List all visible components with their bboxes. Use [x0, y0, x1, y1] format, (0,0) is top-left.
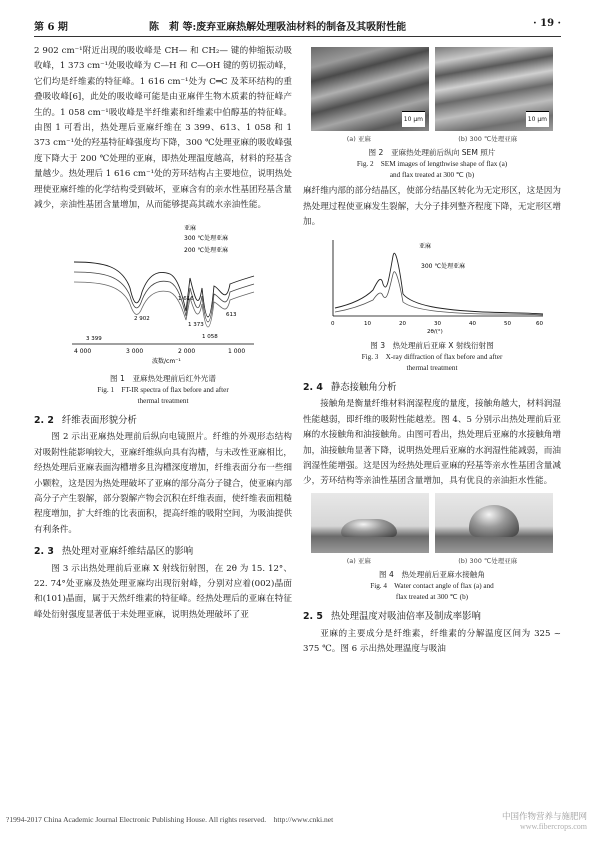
page-header	[34, 14, 561, 37]
section-title: 纤维表面形貌分析	[61, 414, 137, 426]
paragraph-ir-analysis: 2 902 cm⁻¹附近出现的吸收峰是 CH— 和 CH₂— 键的伸缩振动吸收峰，1 373 cm⁻¹处吸收峰为 C—H 和 C—OH 键的剪切振动峰，它们均是纤维素的特征峰。1 616 cm⁻¹处为 C═C 及苯环结构的重叠吸收峰[6]，此处的吸收峰可能是由亚麻伴生物木质素的特征峰产生的。1 058 cm⁻¹吸收峰是半纤维素和纤维素中伯醇基的特征峰。由图 1 可看出，热处理后亚麻纤维在 3 399、613、1 058 和 1 373 cm⁻¹处的羟基特征峰强度均下降，300 ℃处理亚麻的吸收峰强度下降大于 200 ℃处理的亚麻，即热处理温度越高，材料的羟基含量越少。热处理后 1 616 cm⁻¹处的芳环结构占主要地位，说明热处理使亚麻纤维的化学结构受到破坏，亚麻含有的亲水性基团羟基含量减少，亲油性基团含量增加，从而能够提高其疏水亲油性能。	[34, 46, 292, 211]
sem-images	[303, 47, 561, 131]
legend-flax: 亚麻	[419, 242, 432, 250]
peak-label-1058: 1 058	[202, 334, 218, 341]
scale-bar: 10 μm	[402, 111, 425, 127]
figure-3	[303, 234, 561, 374]
section-number: 2. 2	[34, 414, 54, 426]
watermark-url: www.fibercrops.com	[519, 822, 587, 831]
peak-label-2902: 2 902	[134, 316, 150, 323]
section-2-3-heading	[34, 544, 292, 559]
watermark-text: 中国作物营养与施肥网	[501, 812, 587, 822]
ir-curve-flax	[74, 262, 254, 317]
figure-2-caption-en-2: and flax treated at 300 ℃ (b)	[389, 171, 475, 180]
paragraph-temperature-effect: 亚麻的主要成分是纤维素，纤维素的分解温度区间为 325 ~ 375 ℃。图 6 示出热处理温度与吸油	[303, 628, 561, 655]
figure-2-sublabels	[303, 132, 561, 147]
figure-4-sublabels	[303, 554, 561, 569]
tick-40: 40	[469, 320, 476, 327]
left-column	[34, 44, 292, 623]
peak-label-1373: 1 373	[188, 322, 204, 329]
peak-label-613: 613	[226, 312, 237, 319]
section-2-2-heading	[34, 413, 292, 428]
page-footer	[6, 812, 587, 831]
figure-4-caption-en: Fig. 4 Water contact angle of flax (a) and	[370, 582, 494, 591]
sublabel-a: (a) 亚麻	[346, 556, 371, 565]
scale-bar: 10 μm	[526, 111, 549, 127]
figure-4	[303, 493, 561, 603]
figure-2-caption-en: Fig. 2 SEM images of lengthwise shape of flax (a)	[356, 160, 508, 169]
x-axis-label: 波数/cm⁻¹	[152, 358, 181, 366]
peak-label-1616: 1 616	[178, 296, 194, 303]
figure-3-caption: 图 3 热处理前后亚麻 X 射线衍射图	[370, 341, 494, 351]
figure-2	[303, 47, 561, 181]
paragraph-crystalline-continued: 麻纤维内部的部分结晶区，使部分结晶区转化为无定形区，这是因为热处理过程使亚麻发生裂解，大分子排列整齐程度下降，无定形区增加。	[303, 186, 561, 228]
ftir-chart	[34, 216, 292, 366]
paragraph-surface-morphology: 图 2 示出亚麻热处理前后纵向电镜照片。纤维的外观形态结构对吸附性能影响较大，亚麻纤维纵向具有沟槽，与未改性亚麻相比，经热处理后亚麻表面沟槽增多且沟槽深度增加，纤维表面分布一些细小颗粒，这是因为热处理破坏了亚麻的部分高分子键合，使亚麻内部高分子产生裂解，部分裂解产物会沉积在纤维表面，使纤维表面粗糙程度增加，扩大纤维的比表面积，提高纤维的吸附空间，为吸油提供有利条件。	[34, 432, 292, 535]
sublabel-a: (a) 亚麻	[346, 135, 371, 143]
x-axis-label: 2θ/(°)	[427, 328, 443, 334]
legend-300c: 300 ℃处理亚麻	[421, 262, 466, 270]
section-number: 2. 3	[34, 546, 54, 558]
tick-2000: 2 000	[178, 348, 196, 356]
section-number: 2. 5	[303, 611, 323, 623]
paragraph-contact-angle: 接触角是衡量纤维材料润湿程度的量度，接触角越大，材料润湿性能越弱，即纤维的吸附性能越差。图 4、5 分别示出热处理前后亚麻的水接触角和油接触角。由图可看出，热处理后亚麻的水接触角增加，油接触角显著下降，说明热处理后亚麻的水润湿性能减弱，而油润湿性能增强。这是因为经热处理后亚麻的羟基等亲水性基团含量减少，芳环结构等亲油性基团含量增加，具有优良的亲油拒水性能。	[303, 399, 561, 487]
contact-image-flax	[311, 493, 429, 553]
issue-number: 第 6 期	[34, 22, 68, 33]
legend-300c: 300 ℃处理亚麻	[184, 235, 229, 243]
tick-30: 30	[434, 320, 441, 327]
tick-60: 60	[536, 320, 543, 327]
peak-label-3399: 3 399	[86, 336, 102, 343]
sublabel-b: (b) 300 ℃处理亚麻	[458, 135, 518, 143]
section-2-5-heading	[303, 609, 561, 624]
water-droplet	[341, 519, 397, 537]
paragraph-crystalline-region: 图 3 示出热处理前后亚麻 X 射线衍射图，在 2θ 为 15. 12°、22. 74°处亚麻及热处理亚麻均出现衍射峰，分别对应着(002)晶面和(101)晶面，属于天然纤维素的特征峰。经热处理后的亚麻在特征峰处衍射强度显著低于未处理亚麻，说明热处理破坏了亚	[34, 563, 292, 620]
figure-3-caption-en: Fig. 3 X-ray diffraction of flax before and after	[361, 353, 503, 362]
section-number: 2. 4	[303, 382, 323, 394]
figure-1-caption-en-2: thermal treatment	[137, 396, 189, 405]
section-title: 热处理对亚麻纤维结晶区的影响	[61, 546, 194, 558]
figure-1	[34, 216, 292, 406]
tick-10: 10	[364, 320, 371, 327]
section-title: 热处理温度对吸油倍率及制成率影响	[330, 611, 481, 623]
xrd-chart	[303, 234, 561, 334]
figure-2-caption: 图 2 亚麻热处理前后纵向 SEM 照片	[368, 148, 496, 158]
right-column	[303, 44, 561, 658]
tick-20: 20	[399, 320, 406, 327]
tick-0: 0	[331, 320, 335, 327]
figure-4-caption-en-2: flax treated at 300 ℃ (b)	[395, 593, 469, 602]
sem-image-flax	[311, 47, 429, 131]
water-droplet	[469, 505, 519, 537]
contact-image-300c	[435, 493, 553, 553]
section-2-4-heading	[303, 380, 561, 395]
legend-200c: 200 ℃处理亚麻	[184, 247, 229, 255]
sem-image-300c	[435, 47, 553, 131]
sublabel-b: (b) 300 ℃处理亚麻	[458, 556, 518, 565]
figure-1-caption-en: Fig. 1 FT-IR spectra of flax before and after	[97, 385, 229, 394]
page-number: · 19 ·	[533, 18, 561, 29]
running-title: 陈 莉 等:废弃亚麻热解处理吸油材料的制备及其吸附性能	[149, 22, 407, 33]
copyright-notice: ?1994-2017 China Academic Journal Electronic Publishing House. All rights reserved. http://www.cnki.net	[6, 815, 334, 824]
ir-curve-300c	[74, 282, 254, 327]
tick-3000: 3 000	[126, 348, 144, 356]
figure-3-caption-en-2: thermal treatment	[406, 364, 458, 373]
figure-4-caption: 图 4 热处理前后亚麻水接触角	[379, 570, 485, 580]
tick-1000: 1 000	[228, 348, 246, 356]
tick-50: 50	[504, 320, 511, 327]
section-title: 静态接触角分析	[330, 382, 397, 394]
contact-angle-images	[303, 493, 561, 553]
xrd-curve-300c	[335, 271, 543, 314]
figure-1-caption: 图 1 亚麻热处理前后红外光谱	[110, 373, 216, 383]
legend-flax: 亚麻	[184, 225, 197, 233]
tick-4000: 4 000	[74, 348, 92, 356]
